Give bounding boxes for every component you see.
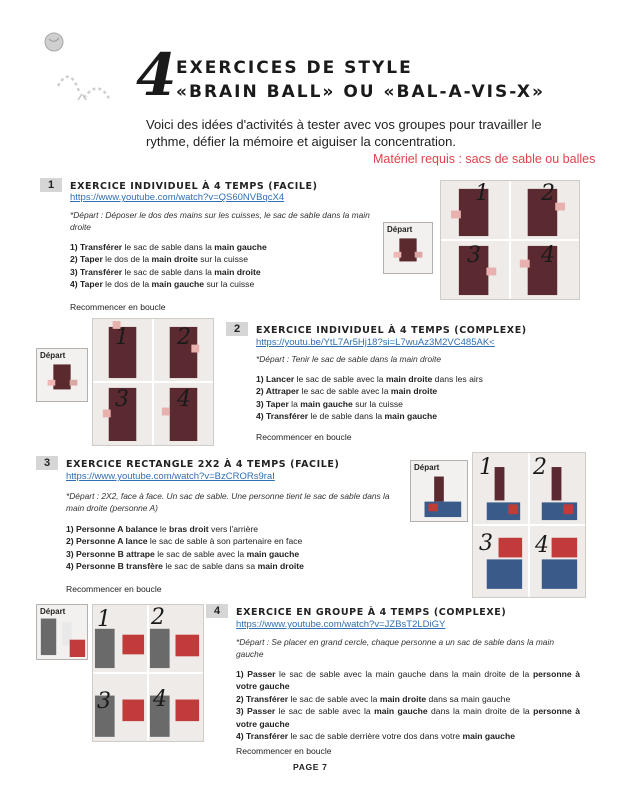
photo-number-3: 3 — [115, 387, 129, 412]
photo-number-1: 1 — [115, 325, 129, 350]
depart-label: Départ — [387, 225, 413, 234]
photo-number-2: 2 — [177, 325, 191, 350]
exercise-3-depart-photo — [410, 460, 468, 522]
depart-label: Départ — [40, 351, 66, 360]
title-line-1: EXERCICES DE STYLE — [176, 58, 413, 78]
exercise-3-link[interactable]: https://www.youtube.com/watch?v=BzCRORs9raI — [66, 471, 275, 482]
photo-number-4: 4 — [535, 533, 549, 558]
exercise-4-photo-grid — [92, 604, 204, 742]
exercise-3-badge: 3 — [36, 456, 58, 470]
exercise-3-loop: Recommencer en boucle — [66, 584, 162, 594]
page-number: PAGE 7 — [293, 762, 328, 772]
exercise-1-depart: *Départ : Déposer le dos des mains sur les cuisses, le sac de sable dans la main droite — [70, 210, 370, 232]
photo-number-4: 4 — [177, 387, 191, 412]
step-item: 1) Lancer le sac de sable avec la main droite dans les airs — [256, 374, 483, 384]
photo-number-4: 4 — [541, 243, 555, 268]
exercise-4-depart-photo — [36, 604, 88, 660]
exercise-2-depart: *Départ : Tenir le sac de sable dans la main droite — [256, 354, 441, 364]
photo-number-3: 3 — [467, 243, 481, 268]
depart-label: Départ — [414, 463, 440, 472]
juggling-ball-icon — [40, 28, 140, 118]
exercise-1-photo-grid — [440, 180, 580, 300]
step-item: 4) Personne B transfère le sac de sable dans sa main droite — [66, 561, 304, 572]
photo-number-2: 2 — [541, 181, 555, 206]
photo-number-1: 1 — [475, 181, 489, 206]
intro-text: Voici des idées d'activités à tester avec vos groupes pour travailler le rythme, défier la mémoire et aiguiser la concentration. — [146, 117, 542, 149]
exercise-3-photo-grid — [472, 452, 586, 598]
exercise-4-badge: 4 — [206, 604, 228, 618]
step-item: 3) Transférer le sac de sable dans la main droite — [70, 266, 261, 277]
exercise-3-depart: *Départ : 2X2, face à face. Un sac de sable. Une personne tient le sac de sable dans la main droite (personne A) — [66, 491, 390, 513]
step-item: 3) Personne B attrape le sac de sable avec la main gauche — [66, 548, 300, 559]
exercise-4-depart: *Départ : Se placer en grand cercle, chaque personne a un sac de sable dans la main gauche — [236, 637, 554, 659]
exercise-2-photo-grid — [92, 318, 214, 446]
step-item: 2) Personne A lance le sac de sable à son partenaire en face — [66, 536, 303, 547]
exercise-1-title: EXERCICE INDIVIDUEL À 4 TEMPS (FACILE) — [70, 181, 318, 192]
exercise-4-link[interactable]: https://www.youtube.com/watch?v=JZBsT2LDiGY — [236, 619, 446, 630]
materiel-note: Matériel requis : sacs de sable ou balles — [373, 152, 596, 166]
exercise-2-link[interactable]: https://youtu.be/YtL7Ar5Hj18?si=L7wuAz3M2VC485AK< — [256, 337, 495, 348]
step-item: 1) Personne A balance le bras droit vers l'arrière — [66, 524, 259, 534]
exercise-2-title: EXERCICE INDIVIDUEL À 4 TEMPS (COMPLEXE) — [256, 325, 527, 336]
step-item: 1) Transférer le sac de sable dans la main gauche — [70, 242, 267, 252]
photo-number-2: 2 — [151, 605, 165, 630]
exercise-1-badge: 1 — [40, 178, 62, 192]
step-item: 2) Taper le dos de la main droite sur la cuisse — [70, 254, 249, 265]
step-item: 4) Taper le dos de la main gauche sur la cuisse — [70, 279, 255, 290]
photo-number-3: 3 — [97, 689, 111, 714]
exercise-2-steps — [256, 373, 576, 423]
depart-label: Départ — [40, 607, 66, 616]
step-item: 3) Passer le sac de sable avec la main gauche dans la main droite de la personne à votre gauche — [236, 706, 580, 729]
step-item: 4) Transférer le sac de sable derrière votre dos dans votre main gauche — [236, 731, 515, 742]
photo-number-3: 3 — [479, 531, 493, 556]
exercise-2-loop: Recommencer en boucle — [256, 432, 352, 442]
exercise-2-badge: 2 — [226, 322, 248, 336]
photo-number-4: 4 — [153, 687, 167, 712]
exercise-4-title: EXERCICE EN GROUPE À 4 TEMPS (COMPLEXE) — [236, 607, 507, 618]
step-item: 1) Passer le sac de sable avec la main gauche dans la main droite de la personne à votre gauche — [236, 669, 580, 692]
exercise-1-loop: Recommencer en boucle — [70, 302, 166, 312]
header-number: 4 — [136, 41, 177, 109]
exercise-1-steps — [70, 241, 370, 291]
exercise-1-depart-photo — [383, 222, 433, 274]
exercise-3-steps — [66, 523, 406, 573]
step-item: 3) Taper la main gauche sur la cuisse — [256, 398, 403, 409]
title-line-2: «BRAIN BALL» OU «BAL-A-VIS-X» — [176, 82, 545, 102]
exercise-1-link[interactable]: https://www.youtube.com/watch?v=QS60NVBqcX4 — [70, 192, 285, 203]
photo-number-1: 1 — [97, 607, 111, 632]
step-item: 2) Attraper le sac de sable avec la main droite — [256, 386, 438, 397]
step-item: 4) Transférer le de sable dans la main gauche — [256, 411, 438, 422]
photo-number-2: 2 — [533, 455, 547, 480]
exercise-4-loop: Recommencer en boucle — [236, 746, 332, 756]
exercise-2-depart-photo — [36, 348, 88, 402]
photo-number-1: 1 — [479, 455, 493, 480]
exercise-3-title: EXERCICE RECTANGLE 2X2 À 4 TEMPS (FACILE) — [66, 459, 340, 470]
exercise-4-steps — [236, 668, 580, 742]
step-item: 2) Transférer le sac de sable avec la main droite dans sa main gauche — [236, 693, 511, 704]
